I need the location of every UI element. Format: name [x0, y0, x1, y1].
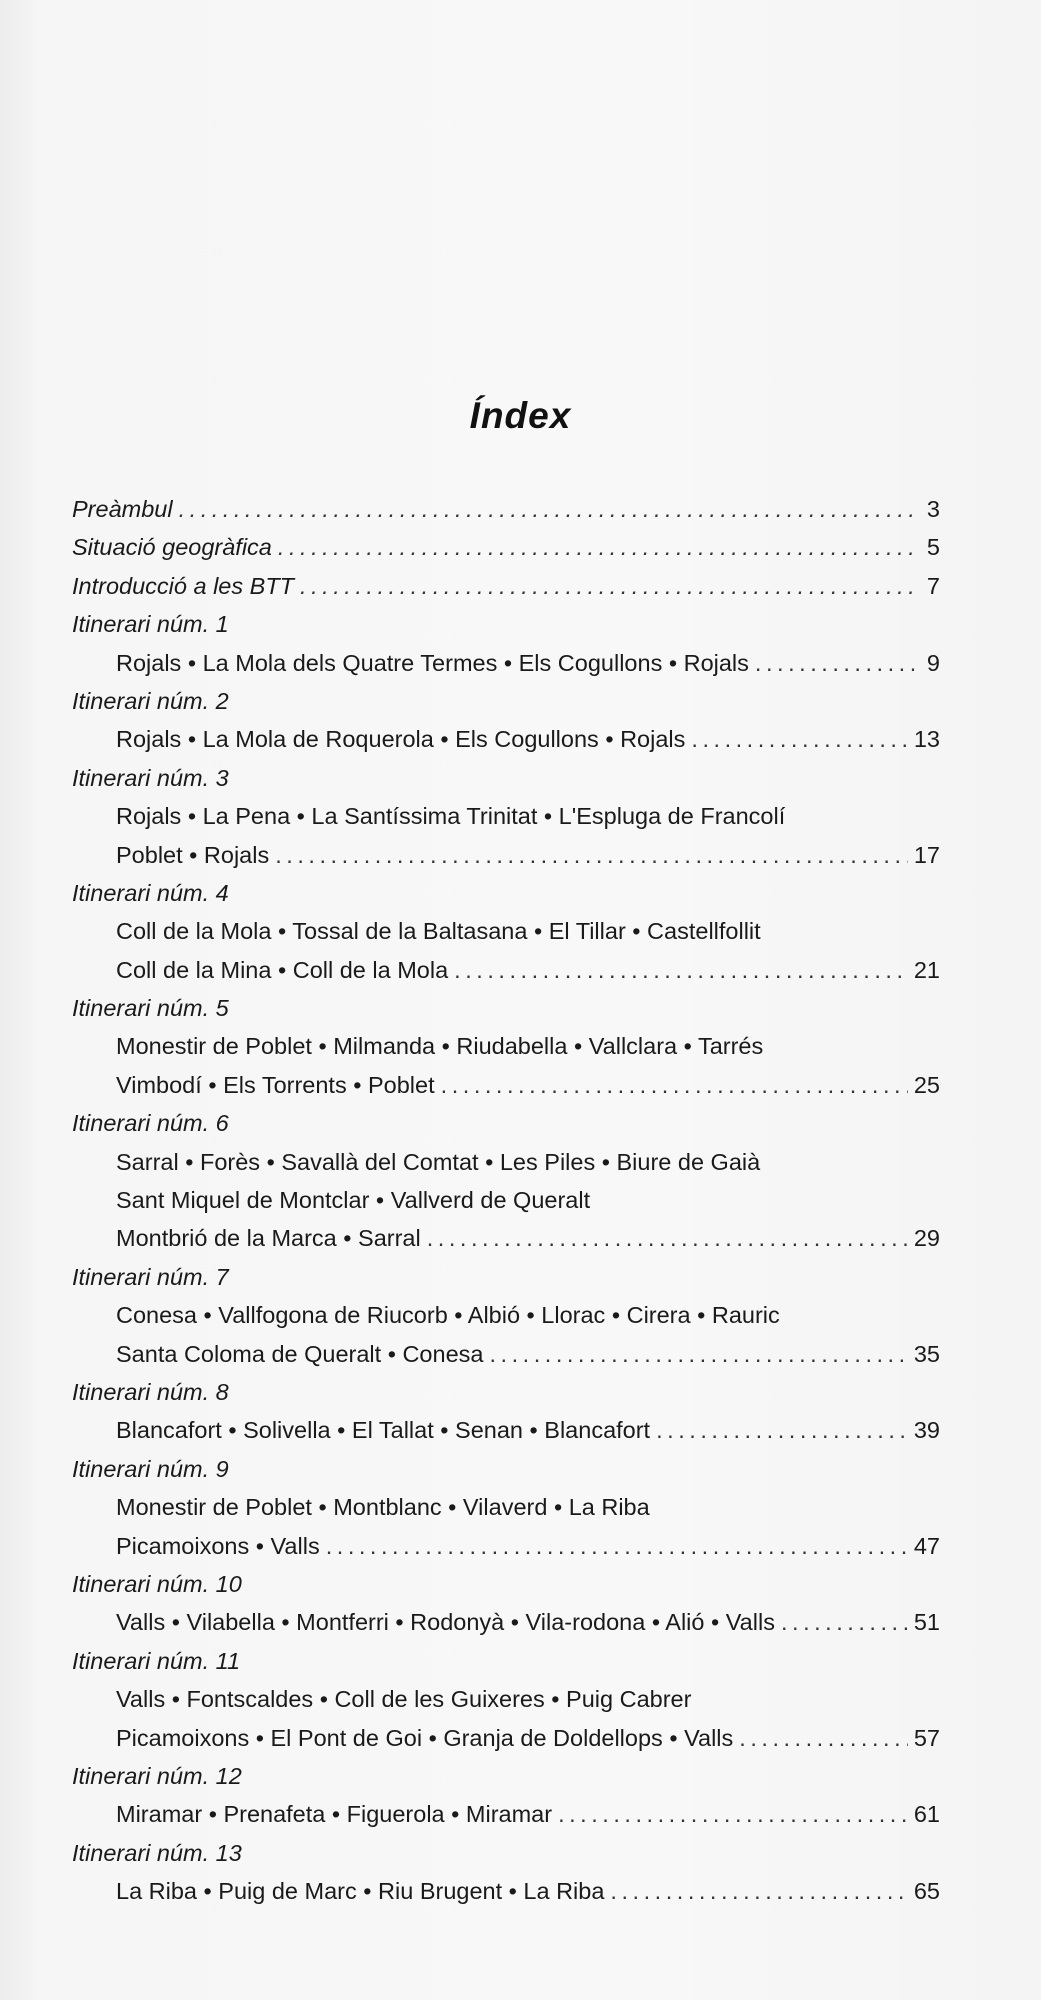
itinerary-heading [70, 759, 940, 797]
toc-entry [70, 1219, 940, 1257]
dot-leader [739, 1719, 908, 1757]
toc-entry-text: Itinerari núm. 10 [72, 1570, 242, 1597]
page-title: Índex [469, 395, 572, 436]
dot-leader [427, 1219, 908, 1257]
toc-entry [70, 1680, 940, 1718]
toc-entry-text: Sarral • Forès • Savallà del Comtat • Les Piles • Biure de Gaià [116, 1148, 761, 1175]
toc-page-number: 39 [913, 1417, 940, 1444]
toc-entry-text: Sant Miquel de Montclar • Vallverd de Queralt [116, 1187, 591, 1214]
toc-entry [70, 1296, 940, 1334]
itinerary-heading [70, 1834, 940, 1872]
toc-entry [70, 1027, 940, 1065]
toc-page-number: 65 [913, 1878, 940, 1905]
itinerary-heading [70, 1565, 940, 1603]
toc-entry [70, 1603, 940, 1641]
toc-entry-text: Situació geogràfica [72, 534, 272, 561]
toc-page-number: 5 [926, 534, 940, 561]
dot-leader [489, 1335, 907, 1373]
toc-entry-text: Itinerari núm. 4 [72, 879, 229, 906]
dot-leader [781, 1603, 908, 1641]
itinerary-heading [70, 1757, 940, 1795]
toc-entry [70, 528, 940, 566]
itinerary-heading [70, 1373, 940, 1411]
toc-entry-text: Poblet • Rojals [116, 841, 270, 868]
itinerary-heading [70, 1104, 940, 1142]
toc-entry [70, 836, 940, 874]
toc-entry-text: Coll de la Mina • Coll de la Mola [116, 956, 449, 983]
toc-entry-text: Itinerari núm. 5 [72, 995, 229, 1022]
dot-leader [275, 836, 908, 874]
toc-entry [70, 912, 940, 950]
toc-page-number: 25 [913, 1071, 940, 1098]
toc-page-number: 29 [913, 1225, 940, 1252]
toc-entry-text: Itinerari núm. 1 [72, 611, 229, 638]
toc-entry [70, 1066, 940, 1104]
itinerary-heading [70, 989, 940, 1027]
dot-leader [300, 567, 914, 605]
toc-entry-text: Itinerari núm. 3 [72, 764, 229, 791]
itinerary-heading [70, 682, 940, 720]
toc-entry [70, 1335, 940, 1373]
toc-entry-text: Monestir de Poblet • Montblanc • Vilaverd • La Riba [116, 1494, 650, 1521]
toc-page-number: 21 [913, 956, 940, 983]
toc-entry-text: Itinerari núm. 7 [72, 1263, 229, 1290]
toc-entry [70, 1488, 940, 1526]
toc-page-number: 3 [926, 496, 940, 522]
toc-entry-text: Miramar • Prenafeta • Figuerola • Miramar [116, 1801, 553, 1828]
dot-leader [691, 720, 907, 758]
toc-entry [70, 1181, 940, 1219]
toc-entry-text: Itinerari núm. 2 [72, 687, 229, 714]
dot-leader [656, 1411, 908, 1449]
itinerary-heading [70, 1642, 940, 1680]
toc-entry-text: Santa Coloma de Queralt • Conesa [116, 1340, 484, 1367]
itinerary-heading [70, 1258, 940, 1296]
toc-entry-text: Blancafort • Solivella • El Tallat • Senan • Blancafort [116, 1417, 651, 1444]
toc-entry-text: Vimbodí • Els Torrents • Poblet [116, 1071, 435, 1098]
toc-entry-text: Itinerari núm. 9 [72, 1455, 229, 1482]
toc-entry [70, 1143, 940, 1181]
dot-leader [558, 1795, 908, 1833]
toc-entry-text: Montbrió de la Marca • Sarral [116, 1225, 421, 1252]
toc-entry-text: Introducció a les BTT [72, 572, 295, 599]
toc-page-number: 57 [913, 1724, 940, 1751]
toc-entry [70, 644, 940, 682]
toc-entry [70, 1795, 940, 1833]
toc-entry [70, 1719, 940, 1757]
toc-entry-text: Itinerari núm. 12 [72, 1762, 242, 1789]
itinerary-heading [70, 874, 940, 912]
toc-entry [70, 1527, 940, 1565]
toc-entry-text: Valls • Fontscaldes • Coll de les Guixeres • Puig Cabrer [116, 1686, 692, 1713]
dot-leader [454, 951, 908, 989]
dot-leader [278, 528, 914, 566]
toc-entry [70, 951, 940, 989]
table-of-contents [70, 490, 940, 1910]
toc-entry [70, 797, 940, 835]
toc-page-number: 13 [913, 726, 940, 753]
dot-leader [326, 1527, 908, 1565]
toc-entry-text: Picamoixons • El Pont de Goi • Granja de Doldellops • Valls [116, 1724, 734, 1751]
toc-entry-text: Picamoixons • Valls [116, 1532, 320, 1559]
toc-entry [70, 490, 940, 528]
toc-entry-text: Itinerari núm. 11 [72, 1647, 241, 1674]
itinerary-heading [70, 605, 940, 643]
dot-leader [755, 644, 914, 682]
toc-entry-text: Rojals • La Mola de Roquerola • Els Cogullons • Rojals [116, 726, 686, 753]
toc-entry-text: Itinerari núm. 8 [72, 1378, 229, 1405]
toc-entry [70, 720, 940, 758]
toc-entry-text: Valls • Vilabella • Montferri • Rodonyà • Vila-rodona • Alió • Valls [116, 1609, 775, 1636]
toc-page-number: 9 [926, 649, 940, 676]
toc-entry [70, 1872, 940, 1910]
toc-entry [70, 1411, 940, 1449]
toc-entry-text: Rojals • La Mola dels Quatre Termes • Els Cogullons • Rojals [116, 649, 749, 676]
toc-entry-text: Preàmbul [72, 496, 173, 522]
toc-page-number: 51 [913, 1609, 940, 1636]
dot-leader [179, 490, 914, 528]
toc-page-number: 47 [913, 1532, 940, 1559]
toc-page-number: 61 [913, 1801, 940, 1828]
toc-entry-text: Rojals • La Pena • La Santíssima Trinitat • L'Espluga de Francolí [116, 803, 786, 830]
toc-page-number: 35 [913, 1340, 940, 1367]
toc-entry-text: Conesa • Vallfogona de Riucorb • Albió • Llorac • Cirera • Rauric [116, 1302, 780, 1329]
toc-entry-text: La Riba • Puig de Marc • Riu Brugent • La Riba [116, 1878, 605, 1905]
toc-entry-text: Monestir de Poblet • Milmanda • Riudabella • Vallclara • Tarrés [116, 1033, 764, 1060]
toc-entry-text: Itinerari núm. 6 [72, 1110, 229, 1137]
itinerary-heading [70, 1450, 940, 1488]
toc-entry [70, 567, 940, 605]
toc-page-number: 7 [926, 572, 940, 599]
toc-page-number: 17 [913, 841, 940, 868]
toc-entry-text: Itinerari núm. 13 [72, 1839, 242, 1866]
dot-leader [441, 1066, 908, 1104]
toc-entry-text: Coll de la Mola • Tossal de la Baltasana • El Tillar • Castellfollit [116, 918, 761, 945]
dot-leader [610, 1872, 907, 1910]
